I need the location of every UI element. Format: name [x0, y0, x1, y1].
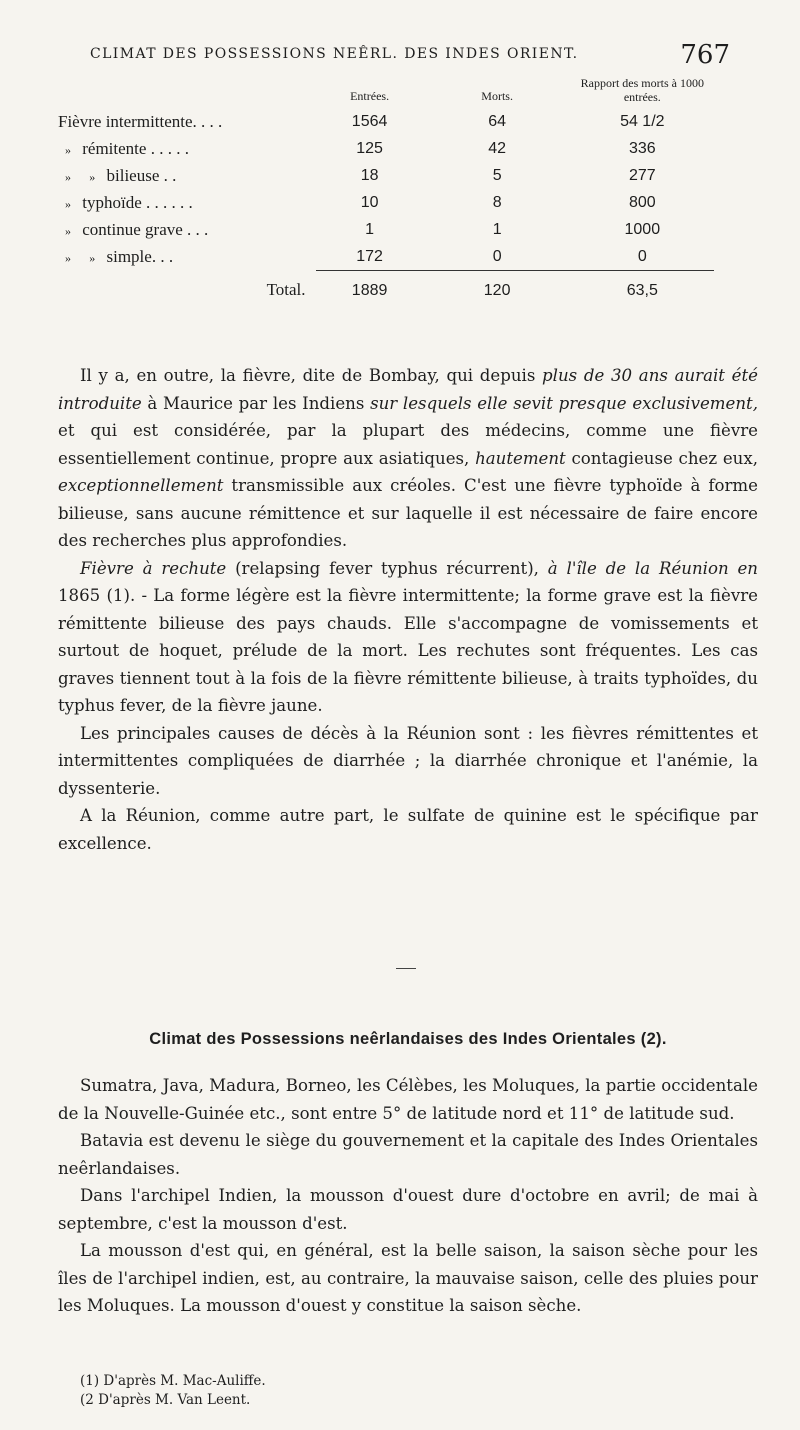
cell-morts: 8: [492, 193, 502, 211]
row-label-cell: [58, 135, 316, 162]
row-label: continue grave . . .: [82, 219, 209, 239]
row-label-cell: [58, 189, 316, 216]
cell-morts: 64: [488, 112, 507, 130]
text-block-2: [58, 1072, 758, 1320]
cell-rapport: 54 1/2: [620, 112, 665, 130]
page-number: 767: [680, 40, 730, 70]
row-label: typhoïde . . . . . .: [82, 192, 193, 212]
total-label: Total.: [266, 280, 306, 300]
cell-rapport: 277: [628, 166, 656, 184]
fever-mortality-table: [58, 76, 714, 304]
cell-rapport: 0: [637, 247, 647, 265]
paragraph-quinine: A la Réunion, comme autre part, le sulfate de quinine est le spécifique par excellence.: [58, 806, 758, 853]
paragraph-causes-of-death: Les principales causes de décès à la Réunion sont : les fièvres rémittentes et intermittentes compliquées de diarrhée ; la diarrhée chronique et l'anémie, la dyssenterie.: [58, 723, 758, 798]
row-subprefix: »: [89, 169, 96, 184]
table-row: [58, 162, 714, 189]
row-label: rémitente . . . . .: [82, 138, 189, 158]
cell-morts: 0: [492, 247, 502, 265]
row-prefix: »: [65, 169, 71, 184]
row-label-cell: [58, 162, 316, 189]
col-header-entrees: Entrées.: [350, 89, 390, 103]
row-subprefix: »: [89, 250, 96, 265]
section-divider: [396, 968, 416, 969]
total-rapport: 63,5: [571, 271, 714, 305]
cell-rapport: 1000: [624, 220, 661, 238]
cell-entrees: 10: [360, 193, 379, 211]
row-prefix: »: [65, 196, 71, 211]
cell-morts: 42: [488, 139, 507, 157]
table-row: [58, 108, 714, 135]
row-prefix: »: [65, 142, 71, 157]
total-entrees: 1889: [316, 271, 424, 305]
cell-morts: 5: [492, 166, 502, 184]
table-header-row: [58, 76, 714, 108]
running-title: CLIMAT DES POSSESSIONS NEÊRL. DES INDES ORIENT.: [90, 46, 579, 62]
text-block-1: [58, 362, 758, 857]
row-label-cell: [58, 108, 316, 135]
paragraph-bombay-fever: Il y a, en outre, la fièvre, dite de Bombay, qui depuis plus de 30 ans aurait été introduite à Maurice par les Indiens sur lesquels elle sevit presque exclusivement, et qui est considérée, par la plupart des médecins, comme une fièvre essentiellement continue, propre aux asiatiques, hautement contagieuse chez eux, exceptionnellement transmissible aux créoles. C'est une fièvre typhoïde à forme bilieuse, sans aucune rémittence et sur laquelle il est nécessaire de faire encore des recherches plus approfondies.: [58, 366, 758, 550]
section-title: Climat des Possessions neêrlandaises des Indes Orientales (2).: [149, 1030, 667, 1048]
table-row: [58, 135, 714, 162]
row-label: intermittente. . . .: [105, 111, 223, 131]
paragraph-monsoon-east: La mousson d'est qui, en général, est la belle saison, la saison sèche pour les îles de l'archipel indien, est, au contraire, la mauvaise saison, celle des pluies pour les Moluques. La mousson d'ouest y constitue la saison sèche.: [58, 1241, 758, 1315]
cell-rapport: 336: [628, 139, 656, 157]
row-label-cell: [58, 216, 316, 243]
row-label: bilieuse . .: [106, 165, 177, 185]
page-header: [90, 40, 730, 74]
paragraph-relapsing-fever: Fièvre à rechute (relapsing fever typhus récurrent), à l'île de la Réunion en 1865 (1). - La forme légère est la fièvre intermittente; la forme grave est la fièvre rémittente bilieuse des pays chauds. Elle s'accompagne de vomissements et surtout de hoquet, prélude de la mort. Les rechutes sont fréquentes. Les cas graves tiennent tout à la fois de la fièvre rémittente bilieuse, à traits typhoïdes, du typhus fever, de la fièvre jaune.: [58, 558, 758, 715]
footnote-1: (1) D'après M. Mac-Auliffe.: [80, 1373, 266, 1389]
cell-entrees: 18: [360, 166, 379, 184]
row-prefix: »: [65, 223, 71, 238]
table-row: [58, 243, 714, 271]
cell-entrees: 1: [365, 220, 375, 238]
total-morts: 120: [424, 271, 571, 305]
cell-entrees: 172: [356, 247, 383, 265]
cell-morts: 1: [492, 220, 502, 238]
col-header-rapport: Rapport des morts à 1000 entrées.: [580, 76, 704, 104]
table-row: [58, 189, 714, 216]
row-label-cell: [58, 243, 316, 271]
footnote-2: (2 D'après M. Van Leent.: [80, 1392, 251, 1408]
table-row: [58, 216, 714, 243]
cell-entrees: 1564: [351, 112, 388, 130]
row-prefix: Fièvre: [58, 111, 102, 131]
cell-entrees: 125: [356, 139, 383, 157]
paragraph-islands: Sumatra, Java, Madura, Borneo, les Célèbes, les Moluques, la partie occidentale de la Nouvelle-Guinée etc., sont entre 5° de latitude nord et 11° de latitude sud.: [58, 1076, 758, 1123]
col-header-morts: Morts.: [481, 89, 513, 103]
row-prefix: »: [65, 250, 71, 265]
row-label: simple. . .: [106, 246, 174, 266]
footnotes: [80, 1372, 266, 1410]
table-total-row: [58, 271, 714, 305]
cell-rapport: 800: [628, 193, 656, 211]
paragraph-batavia: Batavia est devenu le siège du gouvernement et la capitale des Indes Orientales neêrlandaises.: [58, 1131, 758, 1178]
paragraph-monsoon-west: Dans l'archipel Indien, la mousson d'ouest dure d'octobre en avril; de mai à septembre, c'est la mousson d'est.: [58, 1186, 758, 1233]
